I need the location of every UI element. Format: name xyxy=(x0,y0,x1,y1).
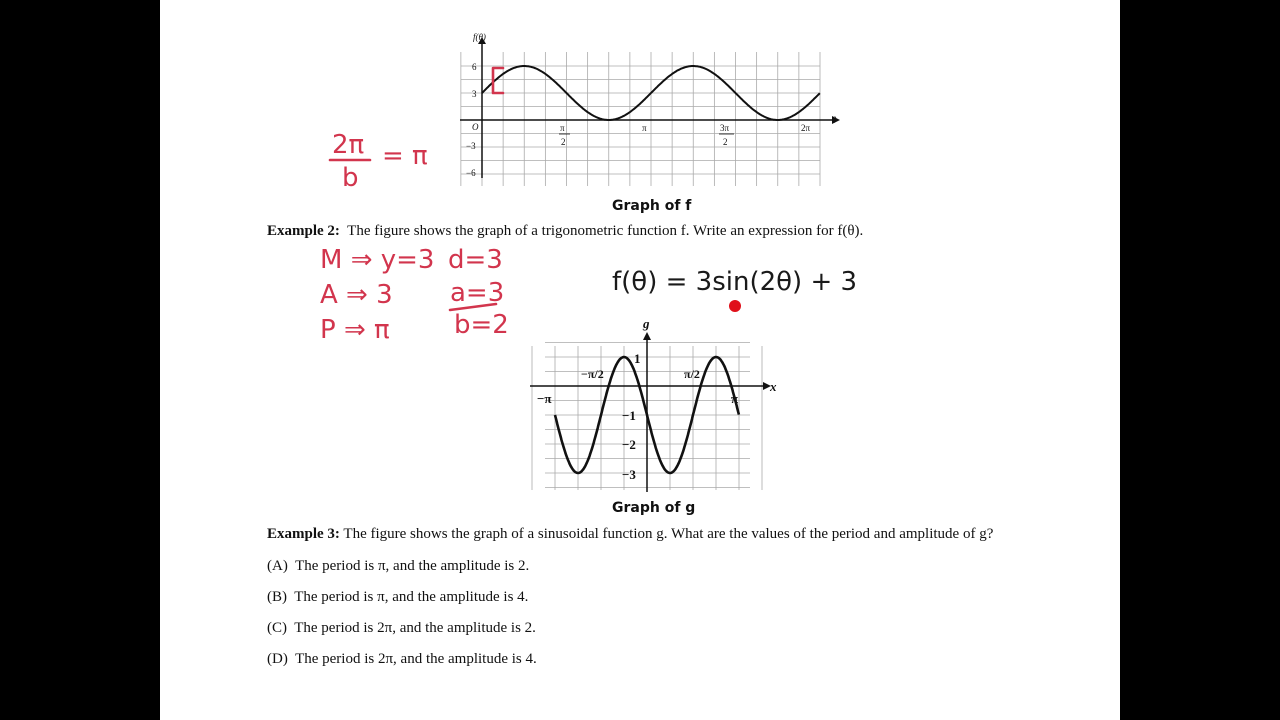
choice-b[interactable] xyxy=(267,589,528,606)
graph-g-xtick-pi2: π/2 xyxy=(684,367,700,381)
choice-c-letter: (C) xyxy=(267,620,287,636)
graph-f-xtick-pi2-den: 2 xyxy=(561,137,566,147)
note-b: b=2 xyxy=(454,310,509,340)
example-3-text: The figure shows the graph of a sinusoidal function g. What are the values of the period and amplitude of g? xyxy=(343,526,994,542)
note-midline: M ⇒ y=3 xyxy=(320,245,435,275)
example-3 xyxy=(267,526,993,543)
graph-g xyxy=(160,0,1120,720)
choice-a[interactable] xyxy=(267,558,529,575)
choice-d[interactable] xyxy=(267,651,537,668)
svg-text:b: b xyxy=(342,163,359,193)
example-2-label: Example 2: xyxy=(267,223,340,239)
graph-g-ytick-neg2: −2 xyxy=(622,437,636,452)
graph-g-title: Graph of g xyxy=(612,500,696,516)
worksheet-page xyxy=(160,0,1120,720)
choice-d-letter: (D) xyxy=(267,651,288,667)
choice-a-letter: (A) xyxy=(267,558,288,574)
graph-g-xtick-negpi: −π xyxy=(537,391,552,406)
graph-f-ytick-6: 6 xyxy=(472,62,477,72)
graph-f-xtick-pi2-num: π xyxy=(560,123,565,133)
graph-f-xtick-pi: π xyxy=(642,123,647,133)
graph-f-title: Graph of f xyxy=(612,198,692,214)
graph-g-ytick-neg3: −3 xyxy=(622,467,636,482)
note-a: a=3 xyxy=(450,278,505,308)
answer-expression: f(θ) = 3sin(2θ) + 3 xyxy=(612,267,858,297)
choice-b-letter: (B) xyxy=(267,589,287,605)
graph-g-y-label: g xyxy=(643,316,650,331)
example-3-label: Example 3: xyxy=(267,526,340,542)
choice-d-text: The period is 2π, and the amplitude is 4. xyxy=(295,651,537,667)
choice-c-text: The period is 2π, and the amplitude is 2. xyxy=(294,620,536,636)
note-d: d=3 xyxy=(448,245,503,275)
choice-a-text: The period is π, and the amplitude is 2. xyxy=(295,558,530,574)
choice-c[interactable] xyxy=(267,620,536,637)
graph-g-y-arrow xyxy=(643,332,651,340)
graph-g-xtick-negpi2: −π/2 xyxy=(581,367,604,381)
example-2-text: The figure shows the graph of a trigonometric function f. Write an expression for f(θ). xyxy=(347,223,864,239)
choice-b-text: The period is π, and the amplitude is 4. xyxy=(294,589,529,605)
graph-f-origin: O xyxy=(472,122,479,132)
graph-g-xtick-pi: π xyxy=(731,391,739,406)
graph-g-x-label: x xyxy=(770,379,777,394)
graph-g-ytick-1: 1 xyxy=(634,351,641,366)
note-period: P ⇒ π xyxy=(320,315,390,345)
graph-f-ytick-neg6: −6 xyxy=(466,168,476,178)
graph-f-ytick-neg3: −3 xyxy=(466,141,476,151)
svg-text:2π: 2π xyxy=(332,130,365,160)
graph-f-xtick-3pi2-num: 3π xyxy=(720,123,730,133)
graph-g-ytick-neg1: −1 xyxy=(622,408,636,423)
graph-f-y-label: f(θ) xyxy=(473,32,486,42)
graph-f-x-label: θ xyxy=(832,115,837,125)
svg-text:= π: = π xyxy=(382,141,428,171)
note-amplitude: A ⇒ 3 xyxy=(320,280,393,310)
graph-f-xtick-3pi2-den: 2 xyxy=(723,137,728,147)
graph-f-ytick-3: 3 xyxy=(472,89,477,99)
graph-f-xtick-2pi: 2π xyxy=(801,123,811,133)
